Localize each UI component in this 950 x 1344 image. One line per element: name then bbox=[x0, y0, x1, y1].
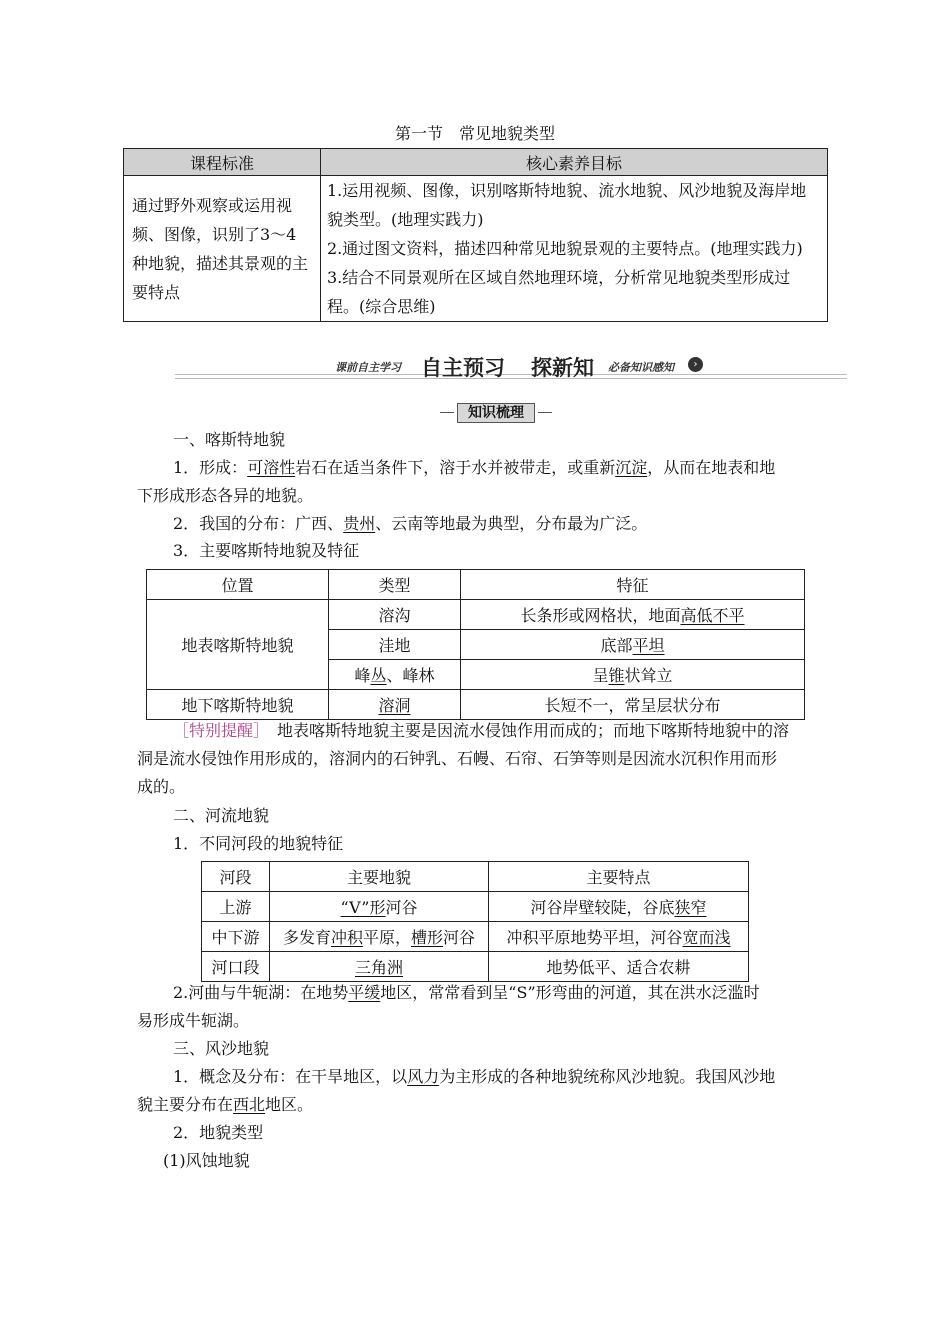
standards-header-left: 课程标准 bbox=[124, 149, 321, 176]
table-row bbox=[202, 952, 749, 982]
karst-p1-line2: 下形成形态各异的地貌。 bbox=[137, 486, 314, 505]
karst-type-cell: 峰丛、峰林 bbox=[329, 660, 461, 690]
chevron-right-icon: › bbox=[688, 357, 703, 372]
river-p1: 1．不同河段的地貌特征 bbox=[173, 834, 344, 853]
river-header-landform: 主要地貌 bbox=[270, 862, 489, 892]
wind-p3: (1)风蚀地貌 bbox=[163, 1151, 250, 1170]
table-row bbox=[202, 922, 749, 952]
banner-rule-bottom bbox=[175, 378, 847, 379]
table-row bbox=[147, 600, 805, 630]
section-banner bbox=[175, 352, 847, 380]
goal-2: 2.通过图文资料，描述四种常见地貌景观的主要特点。(地理实践力) bbox=[327, 239, 803, 258]
river-landform-cell: 多发育冲积平原，槽形河谷 bbox=[270, 922, 489, 952]
standards-table bbox=[123, 148, 828, 322]
karst-table bbox=[146, 569, 805, 720]
standards-header-right: 核心素养目标 bbox=[321, 149, 828, 176]
banner-left-text: 课前自主学习 bbox=[335, 361, 401, 374]
remind-line2: 洞是流水侵蚀作用形成的，溶洞内的石钟乳、石幔、石帘、石笋等则是因流水沉积作用而形 bbox=[137, 749, 778, 768]
page-title: 第一节 常见地貌类型 bbox=[394, 124, 555, 143]
tag-label: 知识梳理 bbox=[457, 403, 535, 423]
river-feature-cell: 河谷岸壁较陡，谷底狭窄 bbox=[489, 892, 749, 922]
karst-p2: 2．我国的分布：广西、贵州、云南等地最为典型，分布最为广泛。 bbox=[173, 514, 648, 533]
wind-heading: 三、风沙地貌 bbox=[173, 1039, 270, 1058]
banner-right-text: 必备知识感知 bbox=[608, 361, 674, 374]
river-heading: 二、河流地貌 bbox=[173, 806, 270, 825]
river-table bbox=[201, 861, 749, 982]
karst-type-cell: 洼地 bbox=[329, 630, 461, 660]
remind-line1: ［特别提醒］ 地表喀斯特地貌主要是因流水侵蚀作用而成的；而地下喀斯特地貌中的溶 bbox=[173, 721, 790, 740]
banner-rule-top bbox=[175, 374, 847, 375]
river-p2-line1: 2.河曲与牛轭湖：在地势平缓地区，常常看到呈“S”形弯曲的河道，其在洪水泛滥时 bbox=[173, 983, 760, 1002]
standards-right-cell bbox=[321, 176, 828, 322]
section-tag bbox=[440, 402, 552, 422]
river-feature-cell: 地势低平、适合农耕 bbox=[489, 952, 749, 982]
river-p2-line2: 易形成牛轭湖。 bbox=[137, 1011, 250, 1030]
karst-underground-cell: 地下喀斯特地貌 bbox=[147, 690, 329, 720]
karst-header-feature: 特征 bbox=[461, 570, 805, 600]
karst-header-type: 类型 bbox=[329, 570, 461, 600]
river-segment-cell: 河口段 bbox=[202, 952, 270, 982]
karst-feature-cell: 长条形或网格状，地面高低不平 bbox=[461, 600, 805, 630]
river-feature-cell: 冲积平原地势平坦，河谷宽而浅 bbox=[489, 922, 749, 952]
river-header-segment: 河段 bbox=[202, 862, 270, 892]
river-landform-cell: “V”形河谷 bbox=[270, 892, 489, 922]
table-row bbox=[202, 892, 749, 922]
wind-p1-line1: 1．概念及分布：在干旱地区，以风力为主形成的各种地貌统称风沙地貌。我国风沙地 bbox=[173, 1067, 776, 1086]
river-header-feature: 主要特点 bbox=[489, 862, 749, 892]
table-row bbox=[147, 690, 805, 720]
river-segment-cell: 上游 bbox=[202, 892, 270, 922]
river-segment-cell: 中下游 bbox=[202, 922, 270, 952]
standards-left-cell: 通过野外观察或运用视频、图像，识别了3～4种地貌，描述其景观的主要特点 bbox=[124, 176, 321, 322]
karst-feature-cell: 呈锥状耸立 bbox=[461, 660, 805, 690]
remind-label: ［特别提醒］ bbox=[173, 721, 262, 740]
remind-line3: 成的。 bbox=[137, 777, 186, 796]
wind-p1-line2: 貌主要分布在西北地区。 bbox=[137, 1095, 314, 1114]
river-landform-cell: 三角洲 bbox=[270, 952, 489, 982]
karst-p1-line1: 1．形成：可溶性岩石在适当条件下，溶于水并被带走，或重新沉淀，从而在地表和地 bbox=[173, 458, 776, 477]
karst-header-position: 位置 bbox=[147, 570, 329, 600]
tag-rule-left bbox=[440, 412, 454, 413]
karst-type-cell: 溶沟 bbox=[329, 600, 461, 630]
karst-feature-cell: 长短不一，常呈层状分布 bbox=[461, 690, 805, 720]
karst-heading: 一、喀斯特地貌 bbox=[173, 430, 286, 449]
goal-1: 1.运用视频、图像，识别喀斯特地貌、流水地貌、风沙地貌及海岸地貌类型。(地理实践力) bbox=[327, 181, 807, 229]
karst-p3: 3．主要喀斯特地貌及特征 bbox=[173, 541, 360, 560]
banner-main-1: 自主预习 bbox=[421, 356, 505, 380]
karst-surface-cell: 地表喀斯特地貌 bbox=[147, 600, 329, 690]
banner-main-2: 探新知 bbox=[531, 356, 594, 380]
goal-3: 3.结合不同景观所在区域自然地理环境，分析常见地貌类型形成过程。(综合思维) bbox=[327, 268, 791, 316]
karst-type-cell: 溶洞 bbox=[329, 690, 461, 720]
tag-rule-right bbox=[538, 412, 552, 413]
wind-p2: 2．地貌类型 bbox=[173, 1123, 264, 1142]
karst-feature-cell: 底部平坦 bbox=[461, 630, 805, 660]
